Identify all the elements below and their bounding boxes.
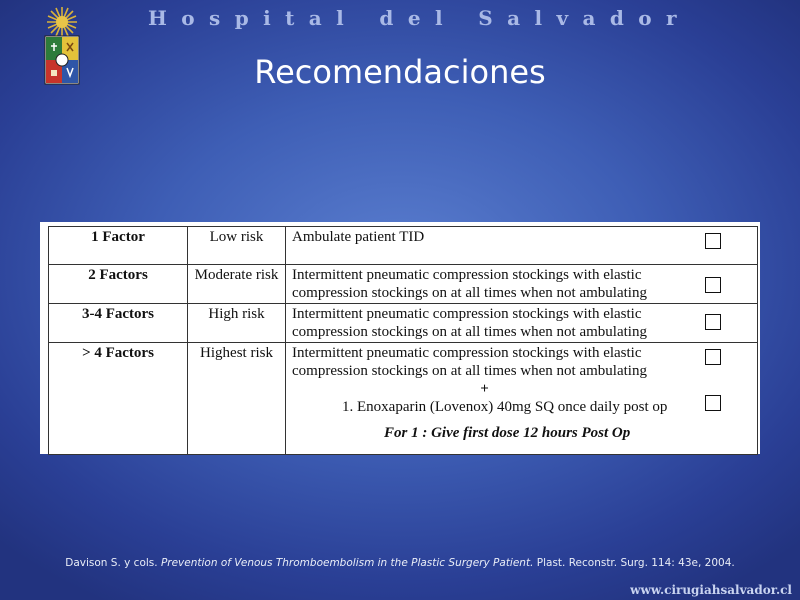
citation-authors: Davison S. y cols. — [65, 557, 158, 569]
checkbox[interactable] — [705, 395, 721, 411]
action-cell — [286, 227, 758, 265]
checkbox[interactable] — [705, 233, 721, 249]
dosing-note: For 1 : Give first dose 12 hours Post Op — [384, 425, 631, 441]
website-url: www.cirugiahsalvador.cl — [630, 583, 792, 597]
table-row — [49, 227, 758, 265]
factor-cell: 3-4 Factors — [49, 304, 188, 343]
factor-cell: > 4 Factors — [49, 343, 188, 455]
table-row — [49, 343, 758, 455]
action-line: compression stockings on at all times when not ambulating — [292, 324, 647, 340]
checkbox[interactable] — [705, 349, 721, 365]
action-cell — [286, 265, 758, 304]
slide-title: Recomendaciones — [254, 53, 546, 91]
table-row — [49, 304, 758, 343]
risk-cell: Moderate risk — [188, 265, 286, 304]
hospital-name: Hospital del Salvador — [148, 6, 691, 30]
action-line: Intermittent pneumatic compression stockings with elastic — [292, 306, 642, 322]
action-line: compression stockings on at all times when not ambulating — [292, 363, 647, 379]
action-line: Intermittent pneumatic compression stockings with elastic — [292, 345, 642, 361]
action-cell — [286, 343, 758, 455]
risk-cell: Highest risk — [188, 343, 286, 455]
citation-journal: Plast. Reconstr. Surg. 114: 43e, 2004. — [536, 557, 735, 569]
action-line: compression stockings on at all times when not ambulating — [292, 285, 647, 301]
risk-table — [48, 226, 758, 455]
risk-cell: Low risk — [188, 227, 286, 265]
factor-cell: 1 Factor — [49, 227, 188, 265]
citation — [60, 555, 740, 572]
action-line: Ambulate patient TID — [292, 229, 425, 245]
dose-line: 1. Enoxaparin (Lovenox) 40mg SQ once daily post op — [342, 399, 668, 415]
risk-cell: High risk — [188, 304, 286, 343]
action-line: Intermittent pneumatic compression stockings with elastic — [292, 267, 642, 283]
factor-cell: 2 Factors — [49, 265, 188, 304]
table-row — [49, 265, 758, 304]
citation-article-title: Prevention of Venous Thromboembolism in the Plastic Surgery Patient. — [160, 557, 534, 569]
checkbox[interactable] — [705, 277, 721, 293]
checkbox[interactable] — [705, 314, 721, 330]
action-cell — [286, 304, 758, 343]
plus-sign: + — [480, 381, 489, 397]
recommendations-table-panel — [40, 222, 760, 454]
